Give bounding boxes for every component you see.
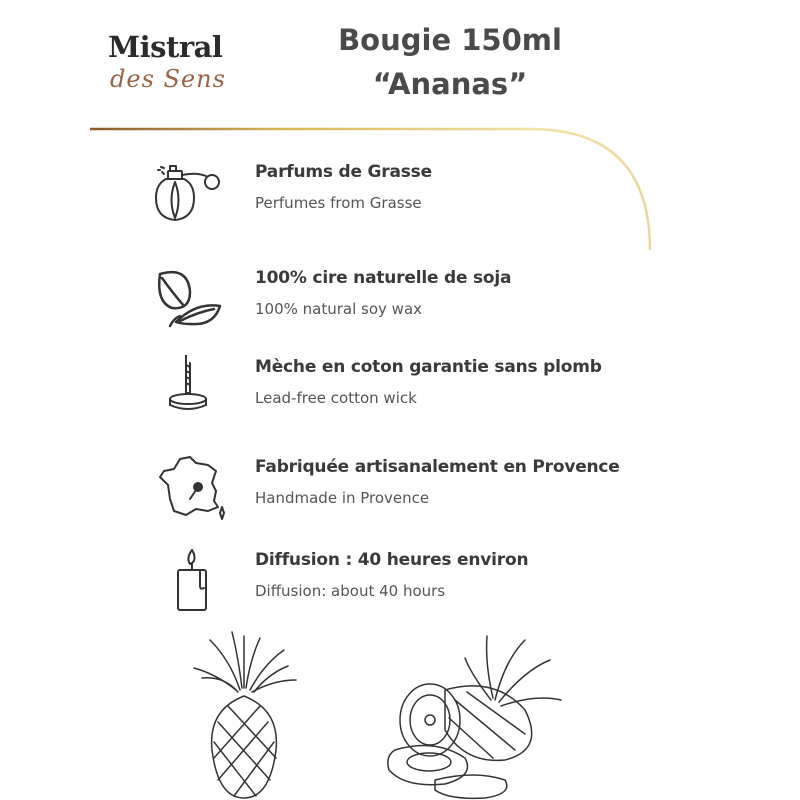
feature-title: Parfums de Grasse <box>255 162 432 182</box>
feature-subtitle: Perfumes from Grasse <box>255 194 422 212</box>
feature-item-perfume <box>150 160 610 230</box>
feature-subtitle: Handmade in Provence <box>255 489 430 507</box>
feature-item-diffusion <box>150 548 610 618</box>
brand-name: Mistral <box>108 30 223 64</box>
feature-subtitle: 100% natural soy wax <box>255 300 423 318</box>
perfume-bottle-icon <box>150 160 230 230</box>
feature-item-wick <box>150 355 610 425</box>
pineapple-illustration <box>180 630 310 800</box>
feature-subtitle: Lead-free cotton wick <box>255 389 417 407</box>
product-title-line2: “Ananas” <box>372 67 528 101</box>
feature-title: Diffusion : 40 heures environ <box>255 550 529 570</box>
product-title-line1: Bougie 150ml <box>338 23 562 57</box>
feature-title: 100% cire naturelle de soja <box>255 268 512 288</box>
feature-subtitle: Diffusion: about 40 hours <box>255 582 446 600</box>
feature-item-provence <box>150 455 620 525</box>
sliced-pineapple-illustration <box>375 630 565 800</box>
feature-title: Mèche en coton garantie sans plomb <box>255 357 602 377</box>
leaves-icon <box>150 266 230 336</box>
brand-tagline: des Sens <box>110 65 226 93</box>
cotton-wick-icon <box>150 355 230 425</box>
feature-title: Fabriquée artisanalement en Provence <box>255 457 620 477</box>
candle-icon <box>150 548 230 618</box>
france-map-icon <box>150 455 230 525</box>
feature-item-soy-wax <box>150 266 610 336</box>
